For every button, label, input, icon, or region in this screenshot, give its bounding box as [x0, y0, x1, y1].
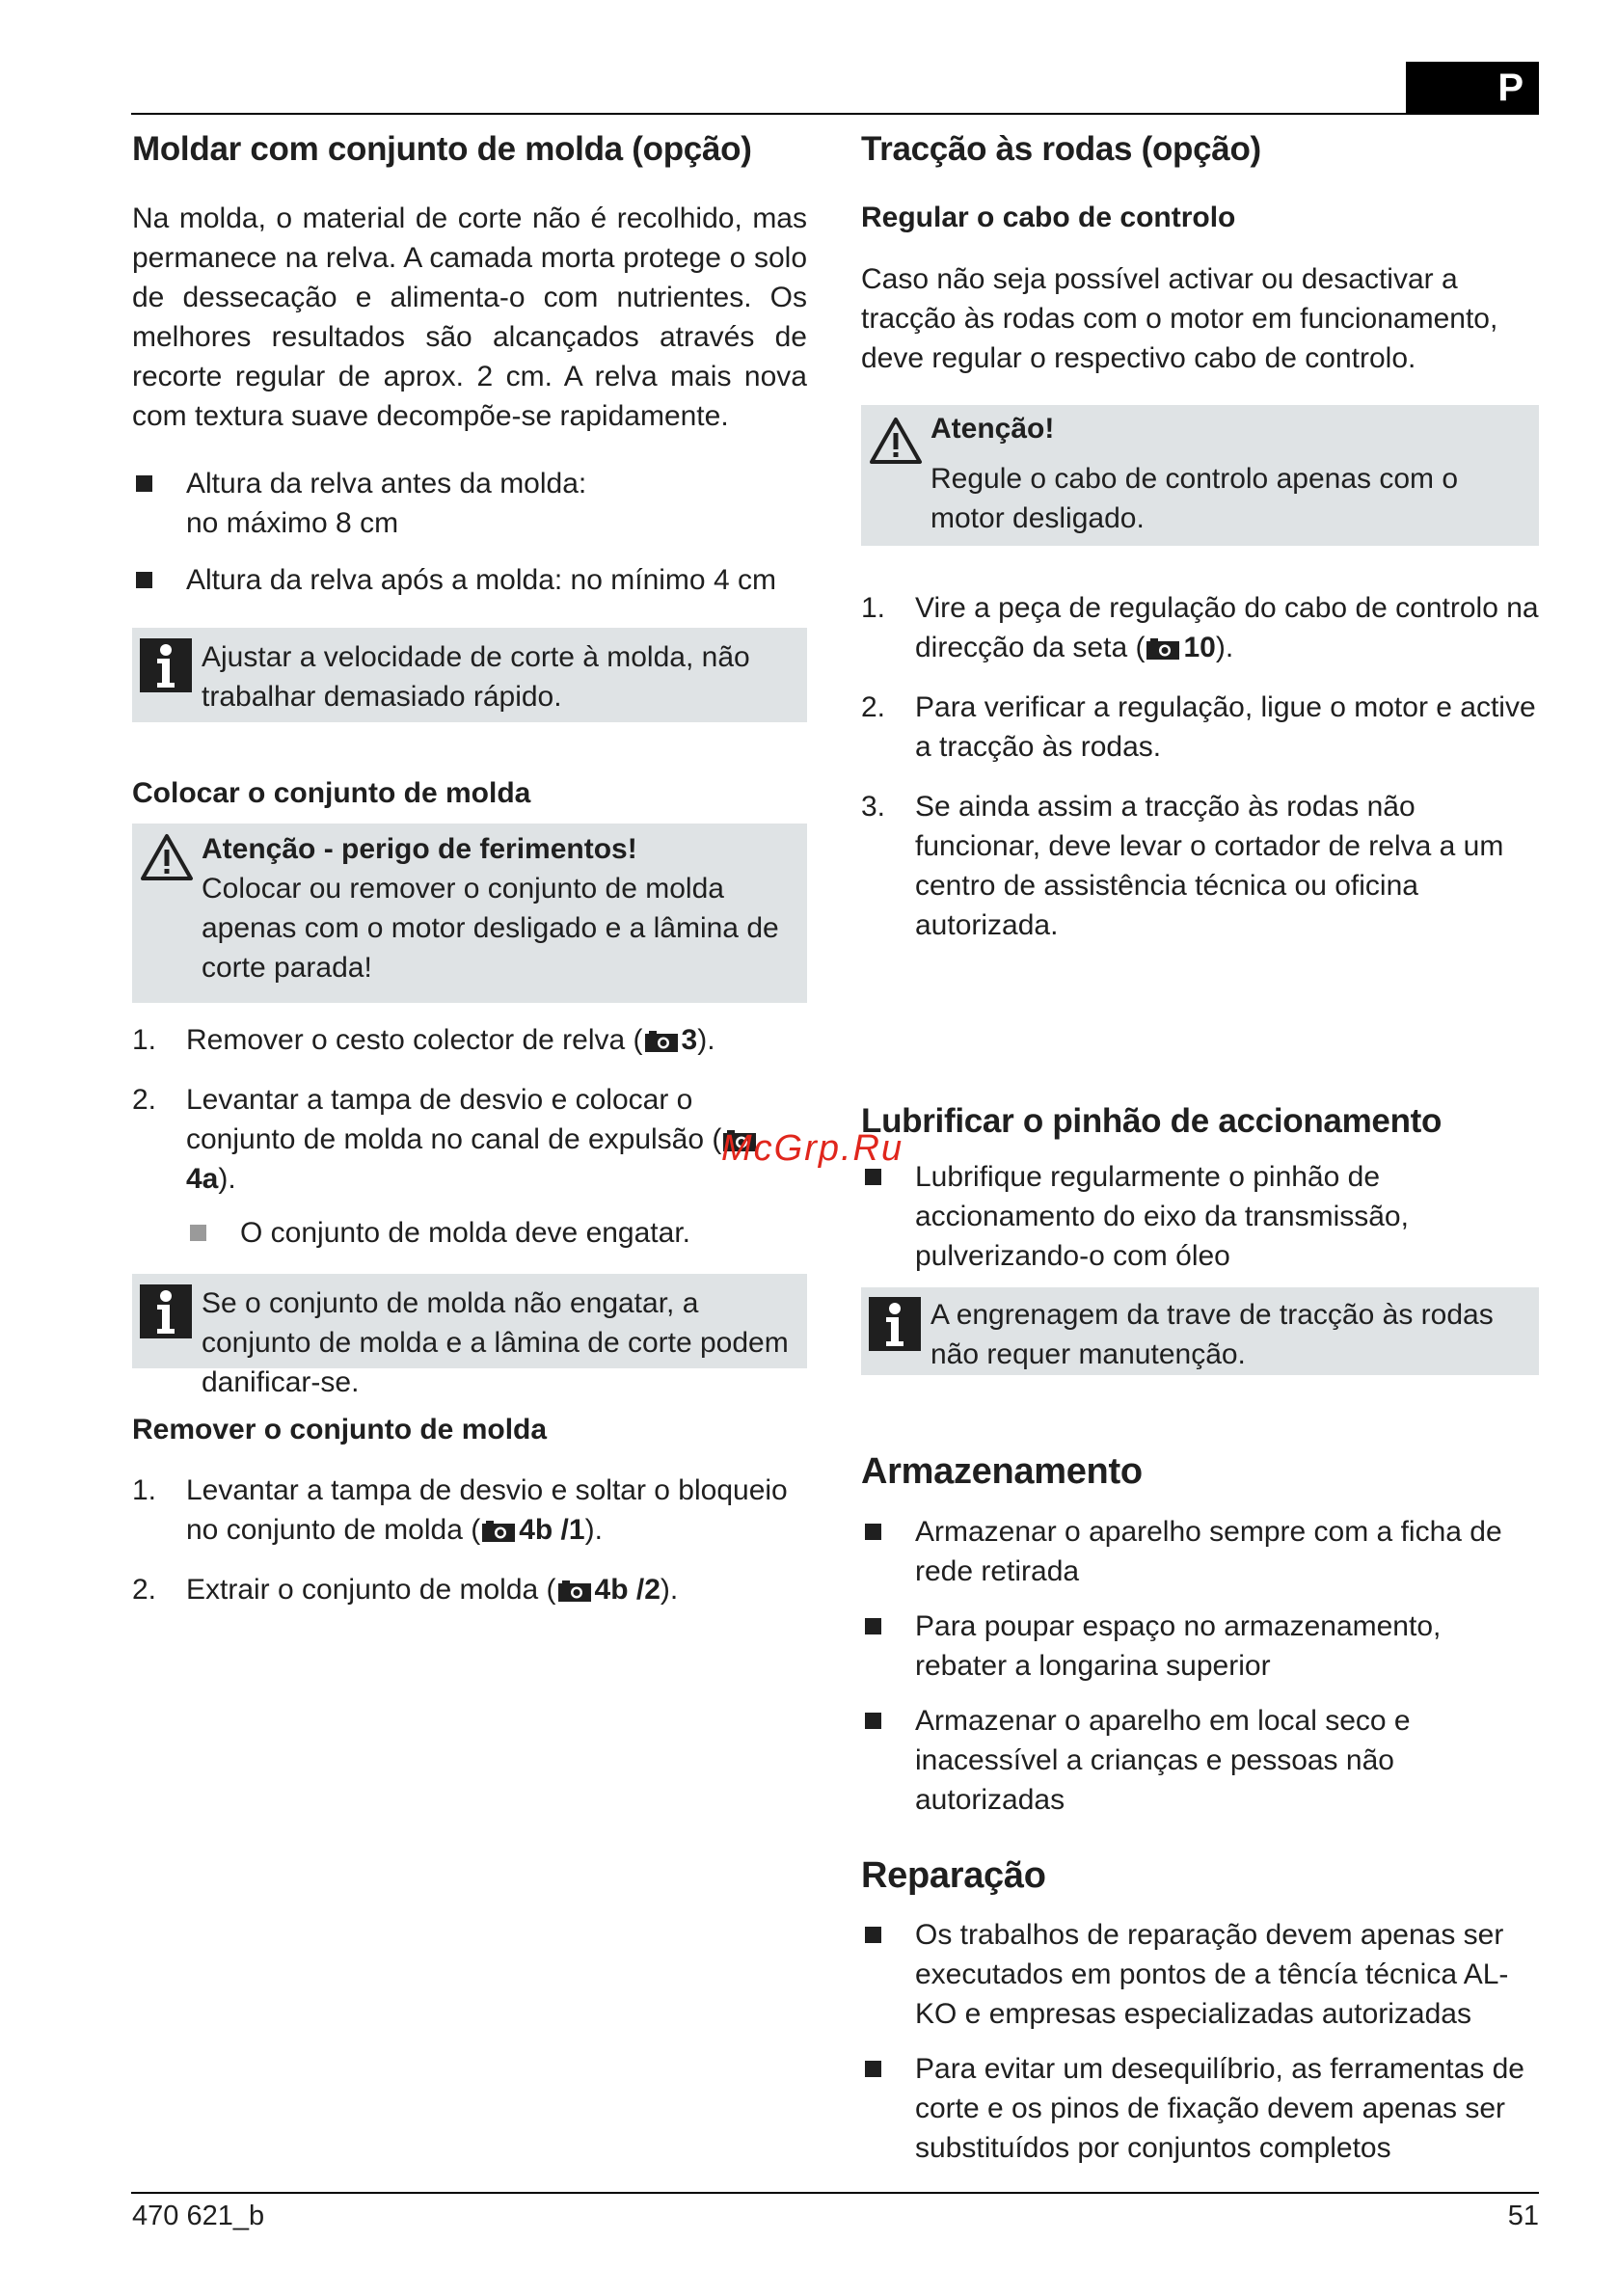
bullet-text: no máximo 8 cm	[186, 507, 399, 539]
list-item	[861, 1512, 1539, 1591]
watermark-text: McGrp.Ru	[721, 1128, 904, 1169]
square-bullet-icon	[865, 1713, 881, 1729]
square-bullet-icon	[190, 1225, 206, 1241]
warning-title: Atenção!	[930, 413, 1055, 445]
bullet-text: Para evitar um desequilíbrio, as ferramentas de corte e os pinos de fixação devem apenas ser substituídos por conjuntos completos	[915, 2053, 1524, 2165]
square-bullet-icon	[865, 1524, 881, 1540]
step-number: 1.	[132, 1024, 157, 1056]
list-item	[861, 2049, 1539, 2168]
camera-icon	[482, 1521, 515, 1542]
bullet-text: Lubrifique regularmente o pinhão de accionamento do eixo da transmissão, pulverizando-o com óleo	[915, 1161, 1409, 1272]
list-item	[861, 688, 1539, 767]
step-text: Levantar a tampa de desvio e soltar o bloqueio no conjunto de molda (	[186, 1474, 788, 1546]
remove-steps	[132, 1471, 807, 1609]
bullet-text: Altura da relva antes da molda:	[186, 468, 587, 500]
step-end: ).	[660, 1574, 679, 1606]
bullet-text: Armazenar o aparelho em local seco e inacessível a crianças e pessoas não autorizadas	[915, 1704, 1411, 1816]
list-item	[861, 588, 1539, 667]
warning-triangle-icon	[140, 833, 194, 881]
footer-rule	[131, 2192, 1539, 2194]
square-bullet-icon	[865, 2061, 881, 2077]
warning-box	[861, 405, 1539, 546]
warning-text: Colocar ou remover o conjunto de molda apenas com o motor desligado e a lâmina de corte parada!	[202, 873, 779, 984]
camera-icon	[1146, 638, 1179, 660]
step-number: 1.	[861, 592, 886, 624]
list-item	[132, 1080, 807, 1199]
warning-box	[132, 824, 807, 1003]
square-bullet-icon	[865, 1927, 881, 1943]
square-bullet-icon	[865, 1169, 881, 1185]
square-bullet-icon	[136, 475, 152, 492]
insert-sub-bullets	[186, 1213, 807, 1253]
bullet-text: Armazenar o aparelho sempre com a ficha de rede retirada	[915, 1515, 1502, 1587]
warning-triangle-icon	[869, 417, 923, 465]
step-text: Para verificar a regulação, ligue o motor e active a tracção às rodas.	[915, 691, 1536, 763]
figure-ref: 4b /2	[594, 1574, 661, 1606]
square-bullet-icon	[865, 1618, 881, 1634]
list-item	[861, 787, 1539, 945]
section-title-storage: Armazenamento	[861, 1451, 1143, 1492]
bullet-text: Altura da relva após a molda: no mínimo 4 cm	[186, 564, 776, 596]
document-number: 470 621_b	[132, 2201, 265, 2231]
figure-ref: 10	[1183, 632, 1216, 663]
camera-icon	[558, 1580, 591, 1602]
info-text: A engrenagem da trave de tracção às rodas não requer manutenção.	[930, 1299, 1494, 1370]
list-item	[861, 1157, 1539, 1276]
section-title-insert: Colocar o conjunto de molda	[132, 777, 531, 809]
info-icon	[140, 1284, 192, 1338]
list-item	[132, 1471, 807, 1550]
list-item	[861, 1607, 1539, 1686]
header-rule	[131, 113, 1539, 115]
camera-icon	[645, 1031, 678, 1052]
step-text: Remover o cesto colector de relva (	[186, 1024, 643, 1056]
info-icon	[869, 1297, 921, 1351]
step-end: ).	[697, 1024, 715, 1056]
step-text: Vire a peça de regulação do cabo de controlo na direcção da seta (	[915, 592, 1539, 663]
step-text: Extrair o conjunto de molda (	[186, 1574, 556, 1606]
step-number: 3.	[861, 791, 886, 823]
step-number: 2.	[132, 1084, 157, 1116]
list-item	[861, 1701, 1539, 1820]
warning-text: Regule o cabo de controlo apenas com o motor desligado.	[930, 463, 1459, 534]
page-number: 51	[1507, 2201, 1539, 2231]
list-item	[861, 1915, 1539, 2034]
right-column	[861, 129, 1539, 2168]
figure-ref: 4b /1	[519, 1514, 585, 1546]
section-title-traction: Tracção às rodas (opção)	[861, 130, 1261, 168]
language-tab: P	[1406, 62, 1539, 114]
list-item	[132, 560, 807, 600]
insert-steps	[132, 1020, 807, 1199]
section-title-mulching: Moldar com conjunto de molda (opção)	[132, 130, 752, 168]
bullet-text: O conjunto de molda deve engatar.	[240, 1217, 690, 1249]
list-item	[132, 1020, 807, 1060]
subsection-title-cable: Regular o cabo de controlo	[861, 202, 1236, 233]
bullet-text: Os trabalhos de reparação devem apenas ser executados em pontos de a têncía técnica AL-KO e empresas especializadas autorizadas	[915, 1919, 1509, 2031]
list-item	[132, 464, 807, 543]
info-icon	[140, 638, 192, 692]
list-item	[186, 1213, 807, 1253]
lubricate-bullets	[861, 1157, 1539, 1276]
info-text: Se o conjunto de molda não engatar, a conjunto de molda e a lâmina de corte podem danificar-se.	[202, 1287, 789, 1398]
mulching-intro: Na molda, o material de corte não é recolhido, mas permanece na relva. A camada morta protege o solo de dessecação e alimenta-o com nutrientes. Os melhores resultados são alcançados através de recorte regular de aprox. 2 cm. A relva mais nova com textura suave decompõe-se rapidamente.	[132, 203, 807, 432]
section-title-repair: Reparação	[861, 1854, 1046, 1896]
repair-bullets	[861, 1915, 1539, 2168]
left-column	[132, 129, 807, 1609]
step-end: ).	[218, 1163, 236, 1195]
mulching-bullet-list	[132, 464, 807, 600]
step-text: Levantar a tampa de desvio e colocar o conjunto de molda no canal de expulsão (	[186, 1084, 722, 1155]
traction-steps	[861, 588, 1539, 945]
section-title-remove: Remover o conjunto de molda	[132, 1414, 548, 1445]
step-end: ).	[584, 1514, 603, 1546]
step-number: 2.	[132, 1574, 157, 1606]
list-item	[132, 1570, 807, 1609]
figure-ref: 3	[681, 1024, 698, 1056]
info-box	[861, 1287, 1539, 1375]
step-end: ).	[1215, 632, 1234, 663]
traction-intro: Caso não seja possível activar ou desactivar a tracção às rodas com o motor em funcionamento, deve regular o respectivo cabo de controlo.	[861, 263, 1498, 374]
step-number: 1.	[132, 1474, 157, 1506]
step-text: Se ainda assim a tracção às rodas não funcionar, deve levar o cortador de relva a um centro de assistência técnica ou oficina autorizada.	[915, 791, 1504, 941]
section-title-lubricate: Lubrificar o pinhão de accionamento	[861, 1102, 1443, 1140]
info-box	[132, 1274, 807, 1398]
bullet-text: Para poupar espaço no armazenamento, rebater a longarina superior	[915, 1609, 1442, 1682]
info-box	[132, 628, 807, 722]
square-bullet-icon	[136, 572, 152, 588]
figure-ref: 4a	[186, 1163, 219, 1195]
info-text: Ajustar a velocidade de corte à molda, não trabalhar demasiado rápido.	[202, 641, 750, 713]
step-number: 2.	[861, 691, 886, 723]
warning-title: Atenção - perigo de ferimentos!	[202, 833, 637, 865]
storage-bullets	[861, 1512, 1539, 1820]
